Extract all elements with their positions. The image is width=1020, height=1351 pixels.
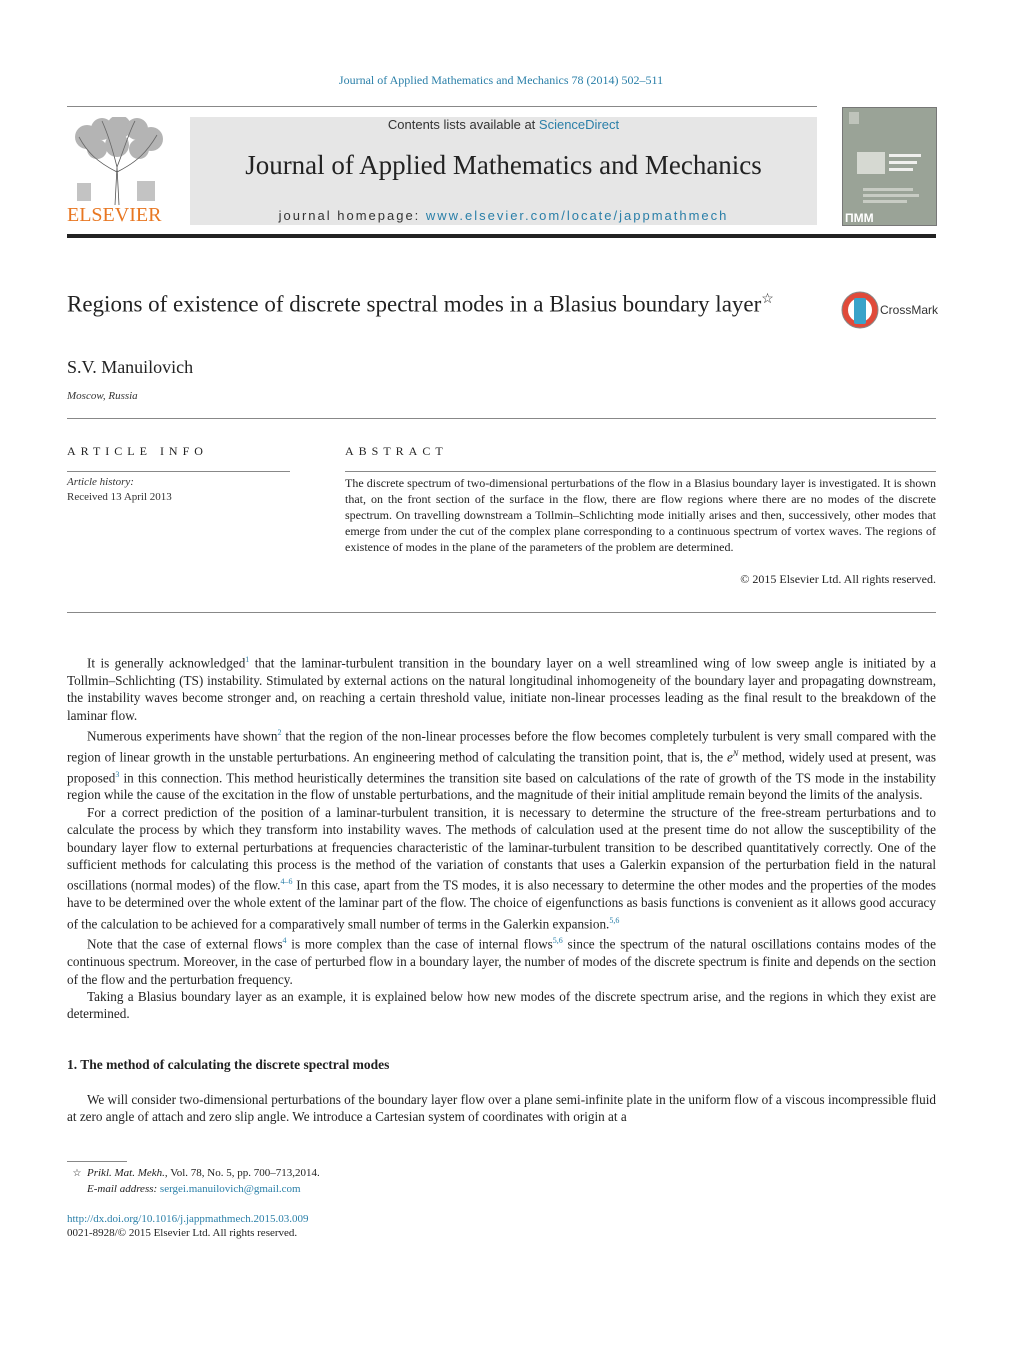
paragraph: Note that the case of external flows$^4$ is more complex than the case of internal flows$^{5,6}$ since the spectrum of the natural oscillations contains modes of the continuous spectrum. Moreover, in the case of perturbed flow in a boundary layer, the number of modes of the discrete spectrum is finite and depends on the section of the flow and the perturbation frequency. bbox=[67, 936, 936, 987]
paragraph: We will consider two-dimensional perturbations of the boundary layer flow over a plane semi-infinite plate in the uniform flow of a viscous incompressible fluid at zero angle of attach and zero slip angle. We introduce a Cartesian system of coordinates with origin at a bbox=[67, 1092, 936, 1125]
citation-ref[interactable]: 4–6 bbox=[280, 877, 293, 887]
crossmark-icon bbox=[840, 290, 880, 330]
abstract-heading: ABSTRACT bbox=[345, 444, 448, 458]
paragraph: For a correct prediction of the position of a laminar-turbulent transition, it is necessary to determine the structure of the free-stream perturbations and to calculate the process by which they transform into instability waves. The methods of calculation used at the present time do not allow the susceptibility of the boundary layer flow to external perturbations at frequencies characteristic of the laminar-turbulent transition to be described quantitatively correctly. One of the sufficient methods for calculating this process is the method of the variation of constants that uses a Galerkin expansion of the perturbation field in the natural oscillations (normal modes) of the flow.$^{4-6}$ In this case, apart from the TS modes, it is also necessary to determine the other modes and the properties of the modes have to be determined over the whole extent of the laminar part of the flow. The choice of eigenfunctions as basis functions is convenient as it allows good accuracy of the calculation to be achieved for a comparatively small number of terms in the Galerkin expansion.$^{5,6}$ bbox=[67, 804, 936, 932]
section-heading: 1. The method of calculating the discrete spectral modes bbox=[67, 1057, 390, 1072]
elsevier-tree-logo bbox=[67, 117, 167, 205]
abstract-copyright: © 2015 Elsevier Ltd. All rights reserved. bbox=[740, 572, 936, 586]
paragraph: It is generally acknowledged$^1$ that the laminar-turbulent transition in the boundary layer on a well streamlined wing of low sweep angle is initiated by a Tollmin–Schlichting (TS) instability. Stimulated by external actions on the natural longitudinal inhomogeneity of the boundary layer and propagating downstream, the instability waves become stronger and, on reaching a certain threshold value, initiate non-linear processes leading as the final result to the breakdown of the laminar flow. bbox=[67, 655, 937, 723]
article-title-text: Regions of existence of discrete spectral modes in a Blasius boundary layer bbox=[67, 291, 762, 317]
body-intro bbox=[67, 651, 936, 1023]
email-link[interactable]: sergei.manuilovich@gmail.com bbox=[159, 1183, 301, 1195]
footnote-rule bbox=[67, 1161, 127, 1162]
crossmark-badge[interactable] bbox=[840, 290, 940, 332]
doi-link[interactable]: http://dx.doi.org/10.1016/j.jappmathmech.2015.03.009 bbox=[67, 1213, 309, 1225]
contents-prefix: Contents lists available at bbox=[387, 117, 539, 132]
issn-copyright: 0021-8928/© 2015 Elsevier Ltd. All rights reserved. bbox=[67, 1227, 298, 1239]
journal-cover-thumbnail bbox=[842, 107, 937, 226]
citation-ref[interactable]: 5,6 bbox=[609, 915, 620, 925]
sciencedirect-link[interactable]: ScienceDirect bbox=[538, 117, 620, 132]
homepage-link[interactable]: www.elsevier.com/locate/jappmathmech bbox=[425, 208, 729, 223]
received-date: Received 13 April 2013 bbox=[67, 491, 172, 503]
header-top-rule bbox=[67, 106, 817, 107]
paragraph: Taking a Blasius boundary layer as an example, it is explained below how new modes of the discrete spectrum arise, and the regions in which they exist are determined. bbox=[67, 989, 936, 1022]
affiliation: Moscow, Russia bbox=[67, 390, 138, 402]
history-label: Article history: bbox=[67, 476, 134, 488]
journal-citation[interactable]: Journal of Applied Mathematics and Mechanics 78 (2014) 502–511 bbox=[338, 73, 664, 87]
citation-ref[interactable]: 3 bbox=[115, 769, 120, 779]
footnote-journal: ☆ Prikl. Mat. Mekh., Vol. 78, No. 5, pp. 700–713,2014. bbox=[67, 1166, 936, 1181]
header-bottom-rule bbox=[67, 234, 936, 238]
abstract-text: The discrete spectrum of two-dimensional perturbations of the flow in a Blasius boundary layer is investigated. It is shown that, on the front section of the surface in the flow, there are flow regions where there are no modes of the discrete spectrum. On travelling downstream a Tollmin–Schlichting mode initially arises and then, successively, other modes that emerge from under the cut of the complex plane corresponding to a continuous spectrum of vortex waves. The regions of existence of modes in the plane of the parameters of the problem are determined. bbox=[345, 476, 936, 554]
citation-ref[interactable]: 5,6 bbox=[552, 936, 563, 946]
citation-ref[interactable]: 4 bbox=[282, 936, 287, 946]
article-info-rule bbox=[67, 471, 290, 472]
paragraph: Numerous experiments have shown$^2$ that the region of the non-linear processes before the flow becomes completely turbulent is very small compared with the region of linear growth in the unstable perturbations. An engineering method of calculating the transition point, that is, the $e^N$ method, widely used at present, was proposed$^3$ in this connection. This method heuristically determines the transition site based on calculations of the rate of growth of the TS mode in the instability region while the cause of the excitation in the flow of unstable perturbations, and the magnitude of their initial amplitude remain beyond the limits of the analysis. bbox=[67, 728, 936, 803]
title-footnote-star[interactable]: ☆ bbox=[761, 292, 774, 307]
article-title bbox=[67, 285, 827, 319]
footnote-star: ☆ bbox=[72, 1168, 82, 1179]
contents-line bbox=[190, 117, 817, 132]
body-section-1 bbox=[67, 1091, 936, 1126]
citation-ref[interactable]: 1 bbox=[245, 655, 250, 664]
author-name: S.V. Manuilovich bbox=[67, 357, 194, 377]
abstract-rule bbox=[345, 471, 936, 472]
footnote-email: E-mail address: sergei.manuilovich@gmail.com bbox=[87, 1183, 301, 1195]
homepage-prefix: journal homepage: bbox=[278, 208, 426, 223]
journal-title: Journal of Applied Mathematics and Mechanics bbox=[245, 150, 762, 180]
title-block-rule bbox=[67, 418, 936, 419]
elsevier-wordmark: ELSEVIER bbox=[67, 204, 162, 226]
cover-abbrev: ПММ bbox=[845, 211, 874, 225]
article-info-heading: ARTICLE INFO bbox=[67, 444, 208, 458]
citation-ref[interactable]: 2 bbox=[277, 728, 282, 738]
journal-homepage bbox=[190, 208, 817, 223]
crossmark-label: CrossMark bbox=[880, 303, 939, 317]
abstract-bottom-rule bbox=[67, 612, 936, 613]
